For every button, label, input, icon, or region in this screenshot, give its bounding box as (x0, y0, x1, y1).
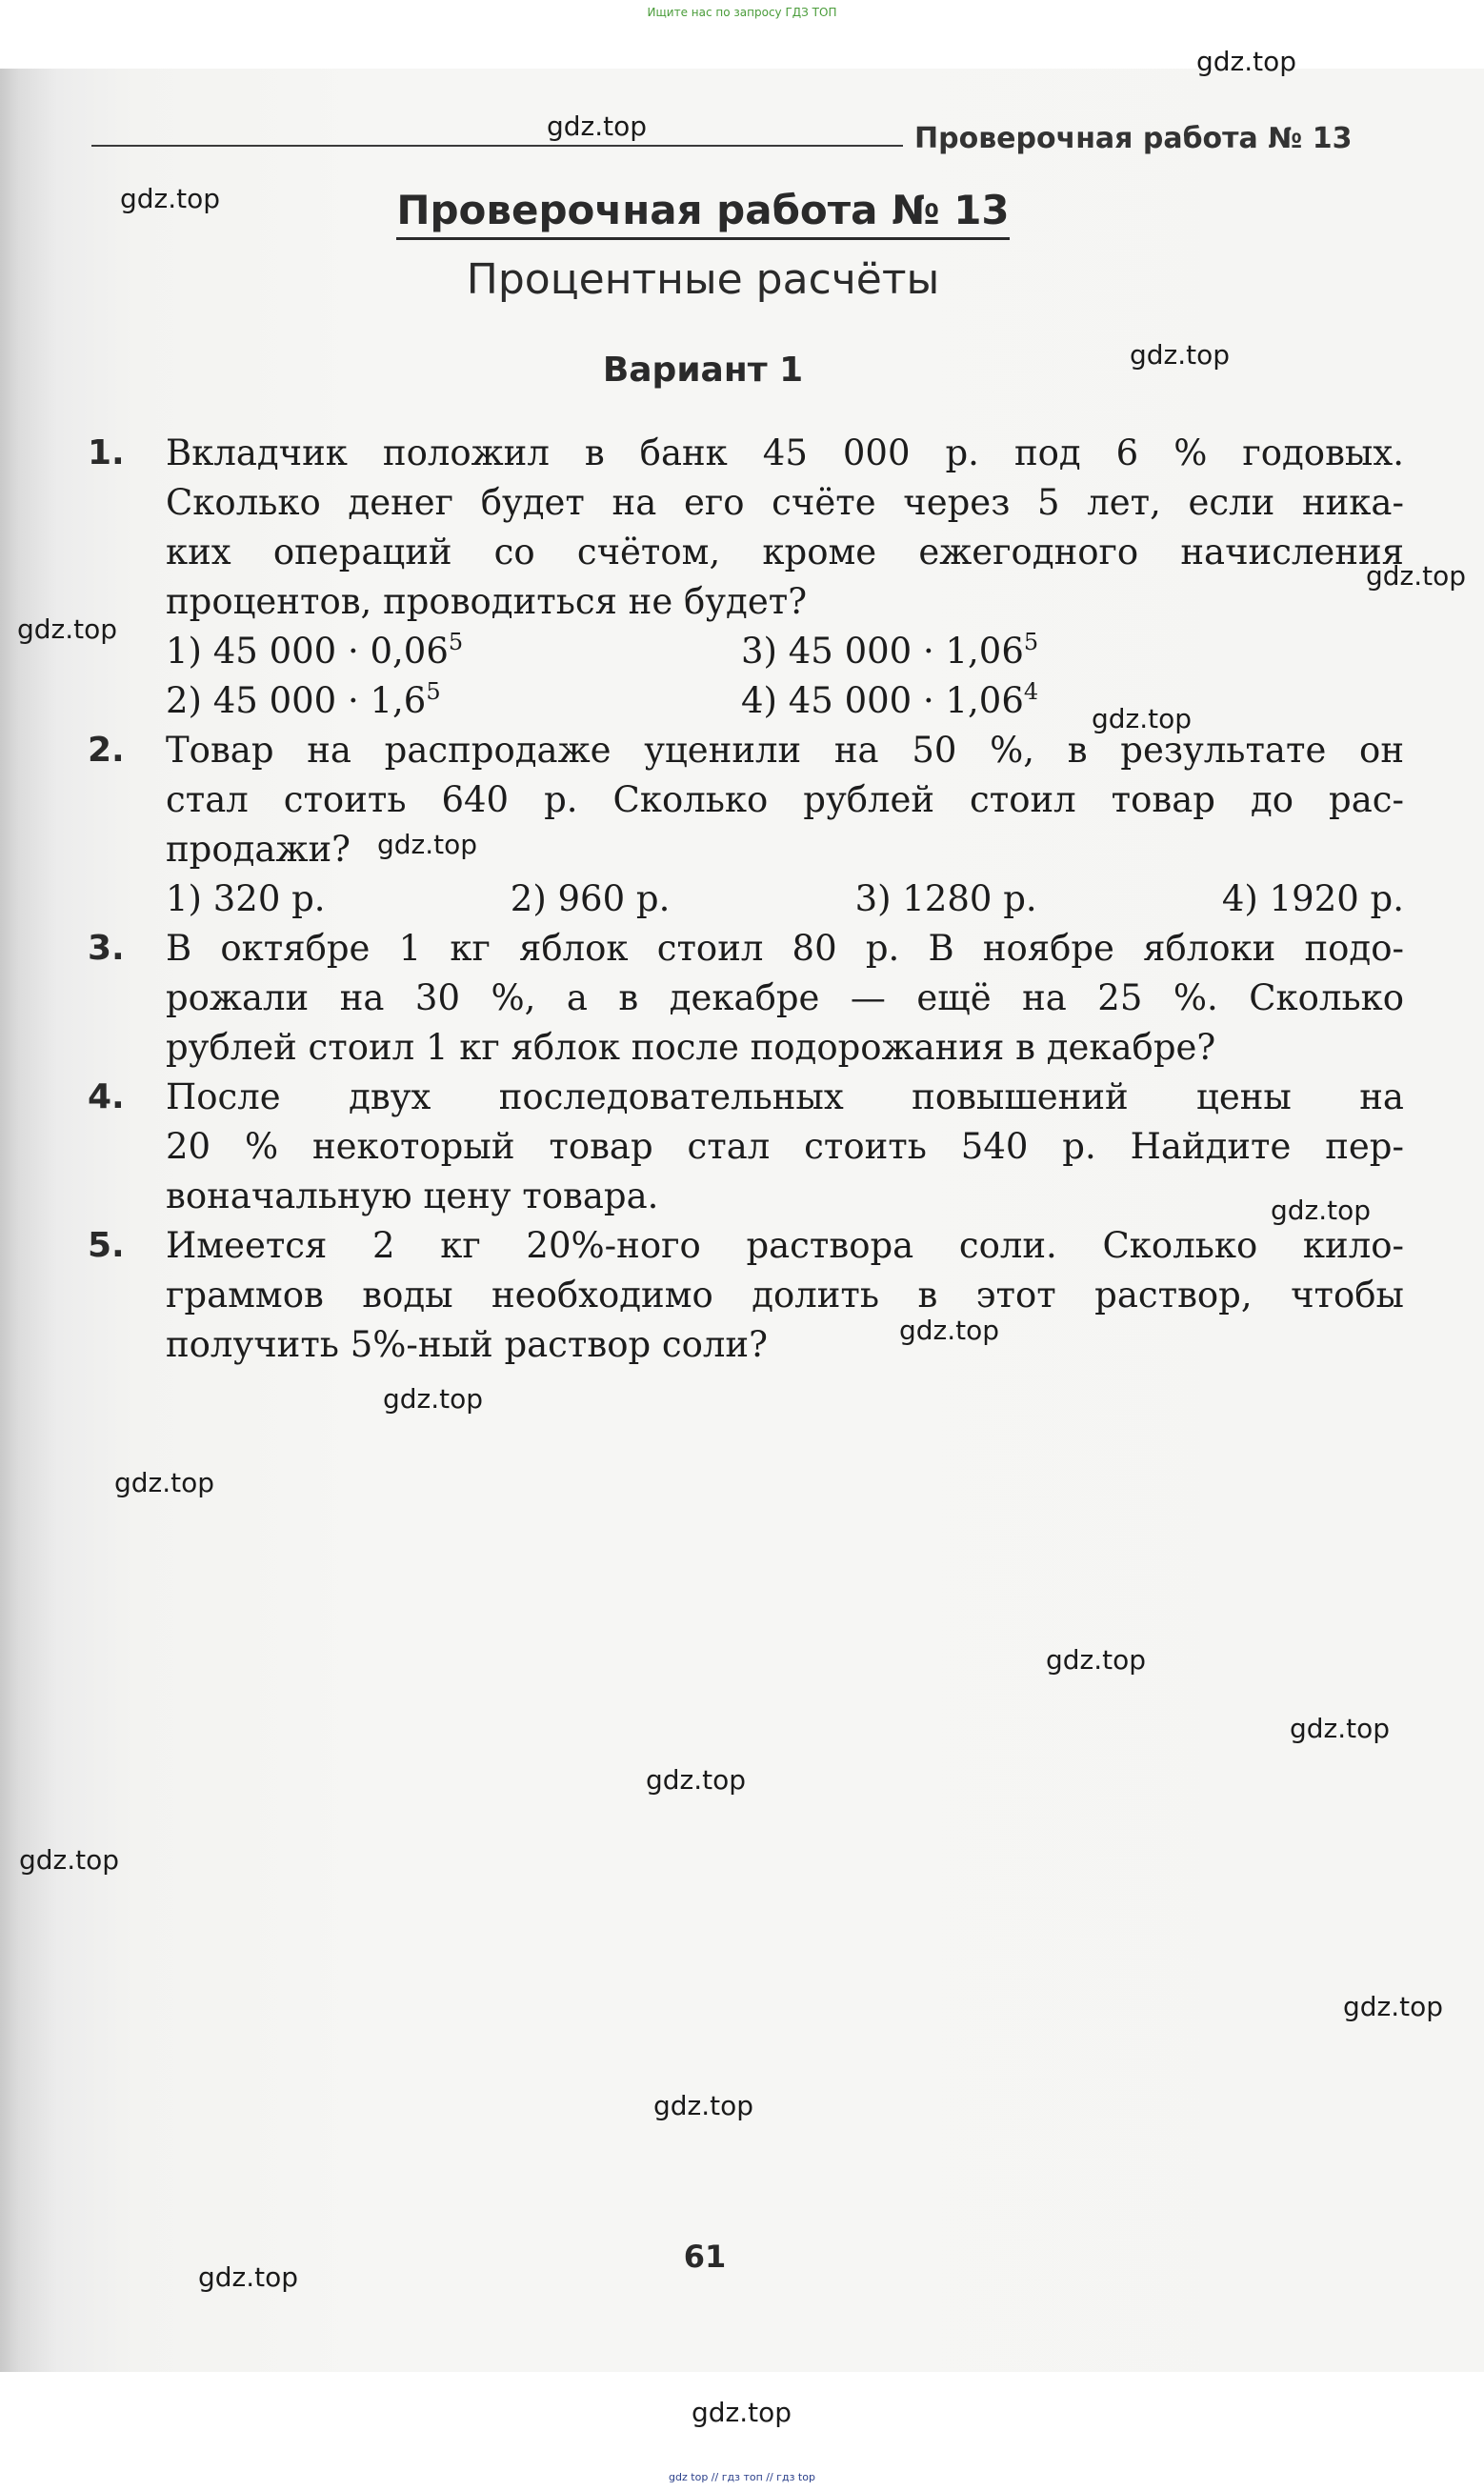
watermark: gdz.top (114, 1467, 215, 1498)
problem-line: получить 5%-ный раствор соли? (166, 1324, 768, 1365)
watermark: gdz.top (1343, 1991, 1444, 2022)
watermark: gdz.top (653, 2090, 754, 2121)
problem-line: Сколько денег будет на его счёте через 5 лет, если ника- (166, 482, 1404, 523)
problem-line: продажи? (166, 829, 351, 870)
problem-line: стал стоить 640 р. Сколько рублей стоил товар до рас- (166, 779, 1404, 820)
watermark: gdz.top (1046, 1644, 1147, 1676)
problem-number: 3. (88, 929, 125, 968)
problem-number: 4. (88, 1077, 125, 1116)
header-rule (91, 145, 903, 147)
problem-line: рублей стоил 1 кг яблок после подорожания в декабре? (166, 1027, 1216, 1068)
problem-line: ких операций со счётом, кроме ежегодного начисления (166, 532, 1404, 573)
problem-2 (88, 726, 1404, 924)
problem-line: процентов, проводиться не будет? (166, 581, 808, 622)
problem-5 (88, 1221, 1404, 1370)
bottom-banner-note[interactable]: gdz top // гдз топ // гдз top (669, 2471, 815, 2483)
page-subtitle: Процентные расчёты (466, 255, 940, 304)
answer-option: 2) 45 $000 \cdot 1,6^5$ (166, 678, 441, 721)
problem-number: 1. (88, 433, 125, 472)
problem-line: Вкладчик положил в банк 45 000 р. под 6 % годовых. (166, 432, 1404, 473)
answer-option: 2) 960 р. (510, 878, 671, 919)
answer-option: 4) 45 $000 \cdot 1,06^4$ (741, 678, 1039, 721)
answer-option: 3) 45 $000 \cdot 1,06^5$ (741, 629, 1039, 672)
problem-list (88, 429, 1404, 1370)
running-head: Проверочная работа № 13 (914, 122, 1353, 155)
problem-number: 5. (88, 1226, 125, 1265)
problem-1 (88, 429, 1404, 726)
variant-heading: Вариант 1 (602, 351, 804, 390)
watermark: gdz.top (1130, 339, 1231, 371)
page-title-text: Проверочная работа № 13 (396, 187, 1009, 240)
watermark: gdz.top (1196, 46, 1297, 77)
problem-line: 20 % некоторый товар стал стоить 540 р. Найдите пер- (166, 1126, 1404, 1167)
answer-option: 4) 1920 р. (1221, 878, 1404, 919)
problem-line: Товар на распродаже уценили на 50 %, в результате он (166, 730, 1404, 771)
watermark: gdz.top (198, 2261, 299, 2293)
problem-line: граммов воды необходимо долить в этот раствор, чтобы (166, 1275, 1404, 1316)
answer-options (166, 874, 1404, 924)
watermark: gdz.top (1271, 1195, 1372, 1226)
watermark: gdz.top (1092, 703, 1193, 734)
answer-options (166, 627, 1404, 676)
watermark: gdz.top (120, 183, 221, 214)
watermark: gdz.top (692, 2397, 792, 2428)
watermark: gdz.top (383, 1383, 484, 1415)
problem-line: воначальную цену товара. (166, 1175, 659, 1216)
problem-line: В октябре 1 кг яблок стоил 80 р. В ноябре яблоки подо- (166, 928, 1404, 969)
page-number: 61 (683, 2239, 727, 2275)
answer-option: 1) 320 р. (166, 878, 326, 919)
watermark: gdz.top (377, 829, 478, 860)
watermark: gdz.top (547, 110, 648, 142)
watermark: gdz.top (899, 1315, 1000, 1346)
problem-line: Имеется 2 кг 20%-ного раствора соли. Сколько кило- (166, 1225, 1404, 1266)
problem-3 (88, 924, 1404, 1073)
watermark: gdz.top (17, 613, 118, 645)
watermark: gdz.top (1290, 1713, 1391, 1744)
watermark: gdz.top (19, 1844, 120, 1876)
answer-options (166, 676, 1404, 726)
top-banner-note[interactable]: Ищите нас по запросу ГДЗ ТОП (647, 6, 837, 19)
watermark: gdz.top (646, 1764, 747, 1796)
answer-option: 1) 45 $000 \cdot 0,06^5$ (166, 629, 464, 672)
answer-option: 3) 1280 р. (854, 878, 1037, 919)
problem-number: 2. (88, 731, 125, 770)
problem-line: После двух последовательных повышений цены на (166, 1076, 1404, 1117)
problem-line: рожали на 30 %, а в декабре — ещё на 25 %. Сколько (166, 977, 1404, 1018)
watermark: gdz.top (1366, 560, 1467, 592)
